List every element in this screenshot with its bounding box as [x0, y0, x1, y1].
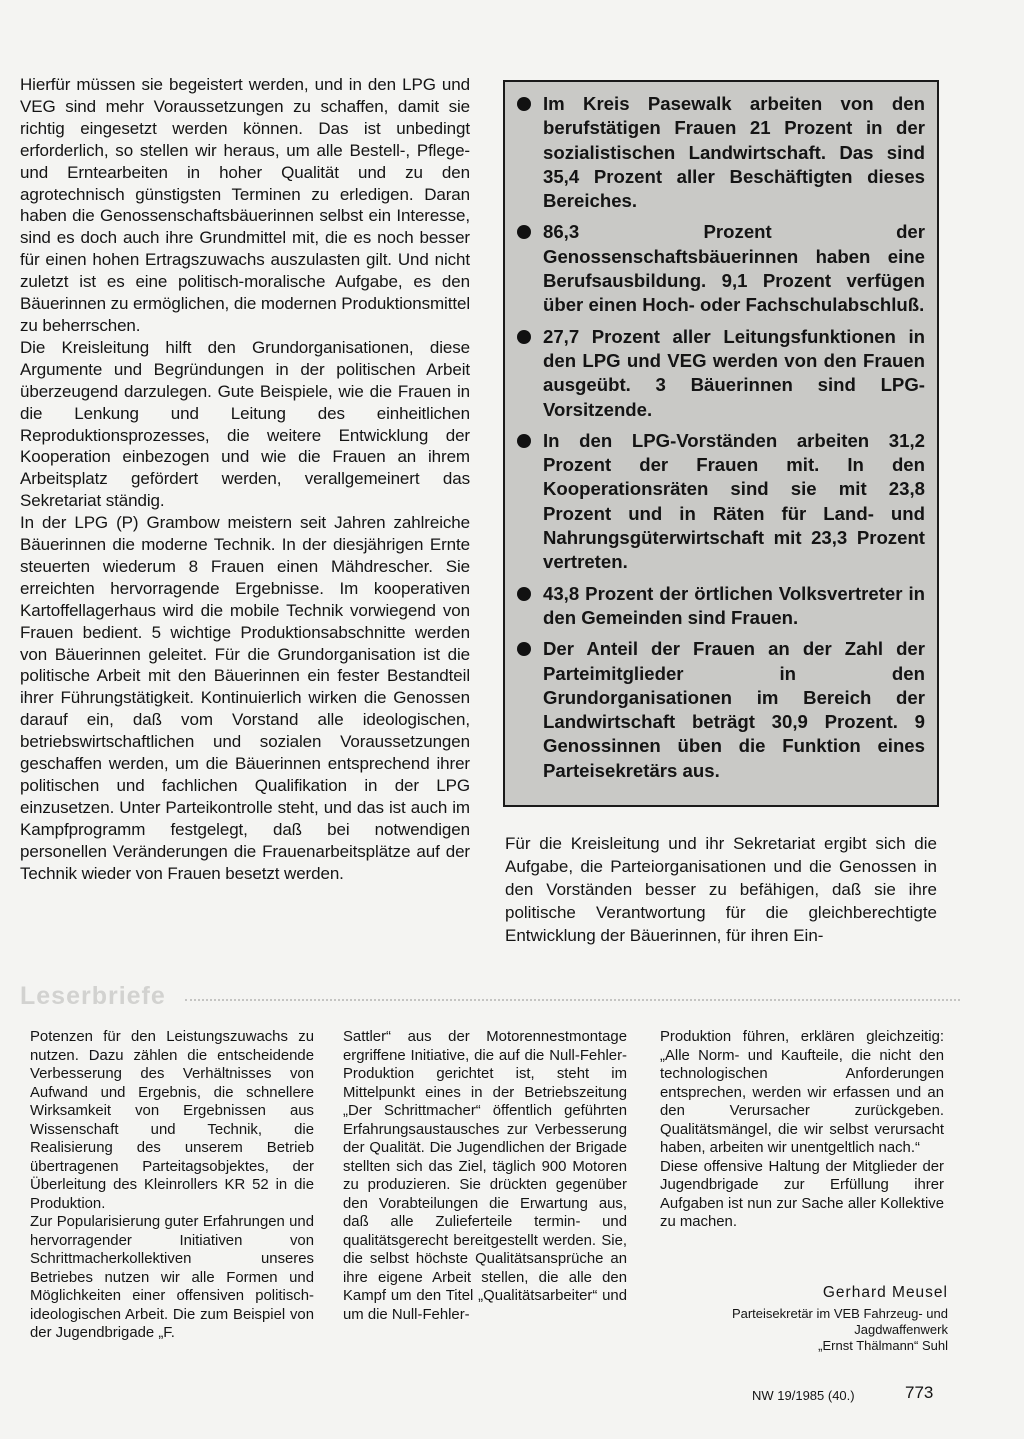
- fact-item: [515, 220, 925, 317]
- author-role: [660, 1306, 948, 1354]
- bullet-icon: [517, 330, 531, 344]
- fact-text: 86,3 Prozent der Genossenschaftsbäuerinnen haben eine Berufsausbildung. 9,1 Prozent verfügen über einen Hoch- oder Fachschulabschluß.: [543, 221, 925, 316]
- fact-item: [515, 92, 925, 213]
- fact-item: [515, 582, 925, 631]
- article-paragraph: In der LPG (P) Grambow meistern seit Jahren zahlreiche Bäuerinnen die moderne Technik. In der diesjährigen Ernte steuerten wiederum 8 Frauen einen Mähdrescher. Sie erreichten hervorragende Ergebnisse. Im kooperativen Kartoffellagerhaus wird die mobile Technik vorwiegend von Frauen bedient. 5 wichtige Produktionsabschnitte werden von Bäuerinnen geleitet. Für die Grundorganisation ist die politische Arbeit mit den Bäuerinnen ein fester Bestandteil ihrer Führungstätigkeit. Kontinuierlich wirken die Genossen darauf ein, daß vom Vorstand alle ideologischen, betriebswirtschaftlichen und sozialen Voraussetzungen geschaffen werden, um die Bäuerinnen entsprechend ihrer politischen und fachlichen Qualifikation in der LPG einzusetzen. Unter Parteikontrolle steht, und das ist auch im Kampfprogramm festgelegt, daß bei notwendigen personellen Veränderungen die Frauenarbeitsplätze auf der Technik wieder von Frauen besetzt werden.: [20, 513, 470, 883]
- page-number: 773: [905, 1383, 934, 1402]
- statistics-factbox: [503, 80, 939, 807]
- letter-paragraph: Produktion führen, erklären gleichzeitig: „Alle Norm- und Kaufteile, die nicht den technologischen Anforderungen entsprechen, werden wir erfassen und an den Verursacher zurückgeben. Qualitätsmängel, die wir selbst verursacht haben, arbeiten wir unentgeltlich nach.“: [660, 1029, 944, 1156]
- author-role-line: Parteisekretär im VEB Fahrzeug- und: [731, 1306, 948, 1321]
- fact-text: 43,8 Prozent der örtlichen Volksvertreter in den Gemeinden sind Frauen.: [543, 582, 925, 628]
- author-signature: [660, 1283, 948, 1354]
- fact-text: Im Kreis Pasewalk arbeiten von den berufstätigen Frauen 21 Prozent in der sozialistischen Landwirtschaft. Das sind 35,4 Prozent aller Beschäftigten dieses Bereiches.: [543, 93, 925, 212]
- article-left-column: [20, 74, 470, 885]
- author-name: Gerhard Meusel: [822, 1284, 948, 1301]
- section-divider: [185, 999, 960, 1001]
- bullet-icon: [517, 225, 531, 239]
- letter-paragraph: Sattler“ aus der Motorennestmontage ergriffene Initiative, die auf die Null-Fehler-Produktion gerichtet ist, steht im Mittelpunkt eines in der Betriebszeitung „Der Schrittmacher“ öffentlich geführten Erfahrungsaustausches zur Verbesserung der Qualität. Die Jugendlichen der Brigade stellten sich das Ziel, täglich 900 Motoren zu produzieren. Sie drückten gegenüber den Vorabteilungen die Erwartung aus, daß alle Zulieferteile termin- und qualitätsgerecht bereitgestellt werden. Sie, die selbst höchste Qualitätsansprüche an ihre eigene Arbeit stellen, die alle den Kampf um den Titel „Qualitätsarbeiter“ und um die Null-Fehler-: [343, 1029, 627, 1323]
- fact-item: [515, 637, 925, 783]
- fact-text: 27,7 Prozent aller Leitungsfunktionen in den LPG und VEG werden von den Frauen ausgeübt. 3 Bäuerinnen sind LPG-Vorsitzende.: [543, 325, 925, 420]
- letter-column-2: [343, 1028, 627, 1324]
- bullet-icon: [517, 97, 531, 111]
- letter-column-1: [30, 1028, 314, 1343]
- author-role-line: „Ernst Thälmann“ Suhl: [818, 1338, 948, 1353]
- article-paragraph: Für die Kreisleitung und ihr Sekretariat ergibt sich die Aufgabe, die Parteiorganisationen und die Genossen in den Vorständen besser zu befähigen, daß sie ihre politische Verantwortung für die gleichberechtigte Entwicklung der Bäuerinnen, für ihren Ein-: [505, 834, 937, 945]
- fact-text: In den LPG-Vorständen arbeiten 31,2 Prozent der Frauen mit. In den Kooperationsräten sind sie mit 23,8 Prozent und in Räten für Land- und Nahrungsgüterwirtschaft mit 23,3 Prozent vertreten.: [543, 429, 925, 573]
- fact-item: [515, 429, 925, 575]
- bullet-icon: [517, 434, 531, 448]
- author-role-line: Jagdwaffenwerk: [854, 1322, 948, 1337]
- fact-text: Der Anteil der Frauen an der Zahl der Parteimitglieder in den Grundorganisationen im Bereich der Landwirtschaft beträgt 30,9 Prozent. 9 Genossinnen üben die Funktion eines Parteisekretärs aus.: [543, 638, 925, 781]
- article-paragraph: Die Kreisleitung hilft den Grundorganisationen, diese Argumente und Begründungen in der politischen Arbeit überzeugend darzulegen. Gute Beispiele, wie die Frauen in die Lenkung und Leitung des einheitlichen Reproduktionsprozesses, die weitere Entwicklung der Kooperation einbezogen und wie die Frauen an ihrem Arbeitsplatz gefördert werden, verallgemeinert das Sekretariat ständig.: [20, 337, 470, 511]
- bullet-icon: [517, 642, 531, 656]
- issue-reference: NW 19/1985 (40.): [752, 1388, 855, 1403]
- section-header: [20, 982, 960, 1012]
- letter-paragraph: Zur Popularisierung guter Erfahrungen und hervorragender Initiativen von Schrittmacherkollektiven unseres Betriebes nutzen wir alle Formen und Möglichkeiten einer offensiven politisch-ideologischen Arbeit. Die zum Beispiel von der Jugendbrigade „F.: [30, 1214, 314, 1341]
- bullet-icon: [517, 587, 531, 601]
- section-label: Leserbriefe: [20, 982, 166, 1010]
- letter-paragraph: Potenzen für den Leistungszuwachs zu nutzen. Dazu zählen die entscheidende Verbesserung des Verhältnisses von Aufwand und Ergebnis, die schnellere Wirksamkeit von Ergebnissen aus Wissenschaft und Technik, die Realisierung des unserem Betrieb übertragenen Parteitagsobjektes, der Überleitung des Kleinrollers KR 52 in die Produktion.: [30, 1029, 314, 1212]
- letter-paragraph: Diese offensive Haltung der Mitglieder der Jugendbrigade zur Erfüllung ihrer Aufgaben ist nun zur Sache aller Kollektive zu machen.: [660, 1158, 944, 1230]
- article-right-continuation: [505, 832, 937, 947]
- fact-item: [515, 325, 925, 422]
- letter-column-3: [660, 1028, 944, 1232]
- article-paragraph: Hierfür müssen sie begeistert werden, und in den LPG und VEG sind mehr Voraussetzungen zu schaffen, damit sie richtig eingesetzt werden können. Das ist unbedingt erforderlich, so stellen wir heraus, um alle Bestell-, Pflege- und Erntearbeiten in hoher Qualität und zu den agrotechnisch günstigsten Terminen zu erledigen. Daran haben die Genossenschaftsbäuerinnen selbst ein Interesse, sind es doch auch ihre Grundmittel mit, die es noch besser für einen hohen Ertragszuwachs auszulasten gilt. Und nicht zuletzt ist es eine politisch-moralische Aufgabe, es den Bäuerinnen zu ermöglichen, die modernen Produktionsmittel zu beherrschen.: [20, 75, 470, 335]
